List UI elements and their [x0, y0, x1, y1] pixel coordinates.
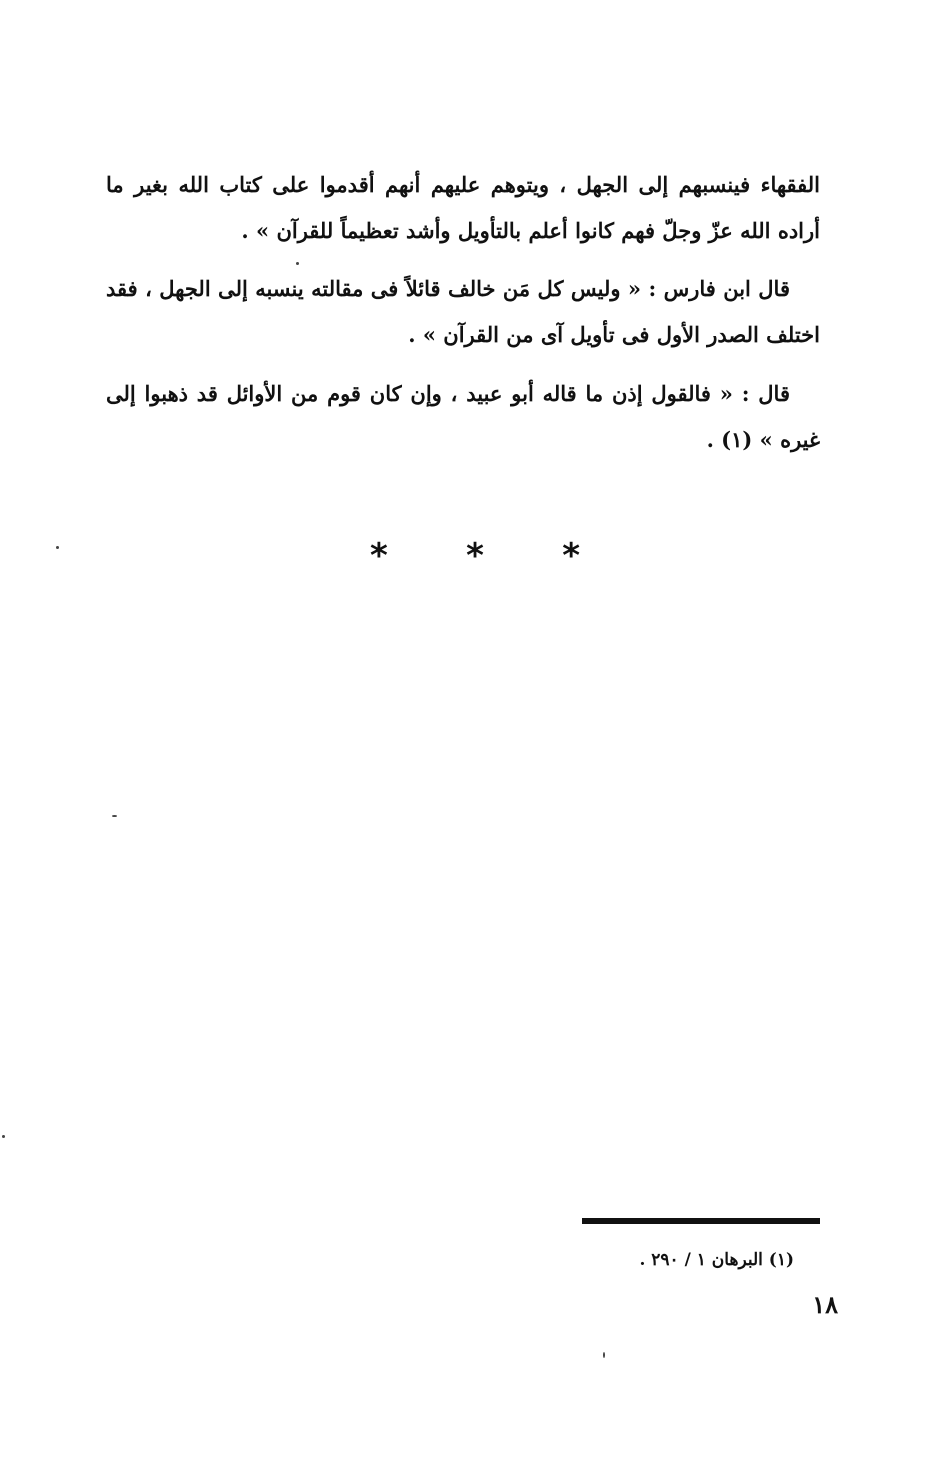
paragraph-text: الفقهاء فينسبهم إلى الجهل ، ويتوهم عليهم أنهم أقدموا على كتاب الله بغير ما أراده الله عزّ وجلّ فهم كانوا أعلم بالتأويل وأشد تعظيماً للقرآن » .	[106, 172, 820, 243]
scan-speck	[2, 1135, 5, 1138]
section-separator	[370, 536, 580, 576]
footnote: (١) البرهان ١ / ٢٩٠ .	[639, 1250, 794, 1270]
page-number: ١٨	[812, 1290, 838, 1319]
scan-speck	[112, 815, 117, 817]
paragraph-continuation	[106, 162, 820, 254]
footnote-divider	[582, 1218, 820, 1224]
scan-speck	[56, 546, 59, 549]
asterisk-mark: *	[466, 536, 484, 576]
scan-speck	[296, 262, 299, 265]
asterisk-mark: *	[562, 536, 580, 576]
scan-speck	[603, 1352, 605, 1358]
paragraph-ibn-faris	[106, 266, 820, 358]
paragraph-conclusion	[106, 371, 820, 463]
asterisk-mark: *	[370, 536, 388, 576]
paragraph-text: قال ابن فارس : « وليس كل مَن خالف قائلاً فى مقالته ينسبه إلى الجهل ، فقد اختلف الصدر الأول فى تأويل آى من القرآن » .	[106, 276, 820, 347]
paragraph-text: قال : « فالقول إذن ما قاله أبو عبيد ، وإن كان قوم من الأوائل قد ذهبوا إلى غيره » (١) .	[106, 381, 820, 452]
